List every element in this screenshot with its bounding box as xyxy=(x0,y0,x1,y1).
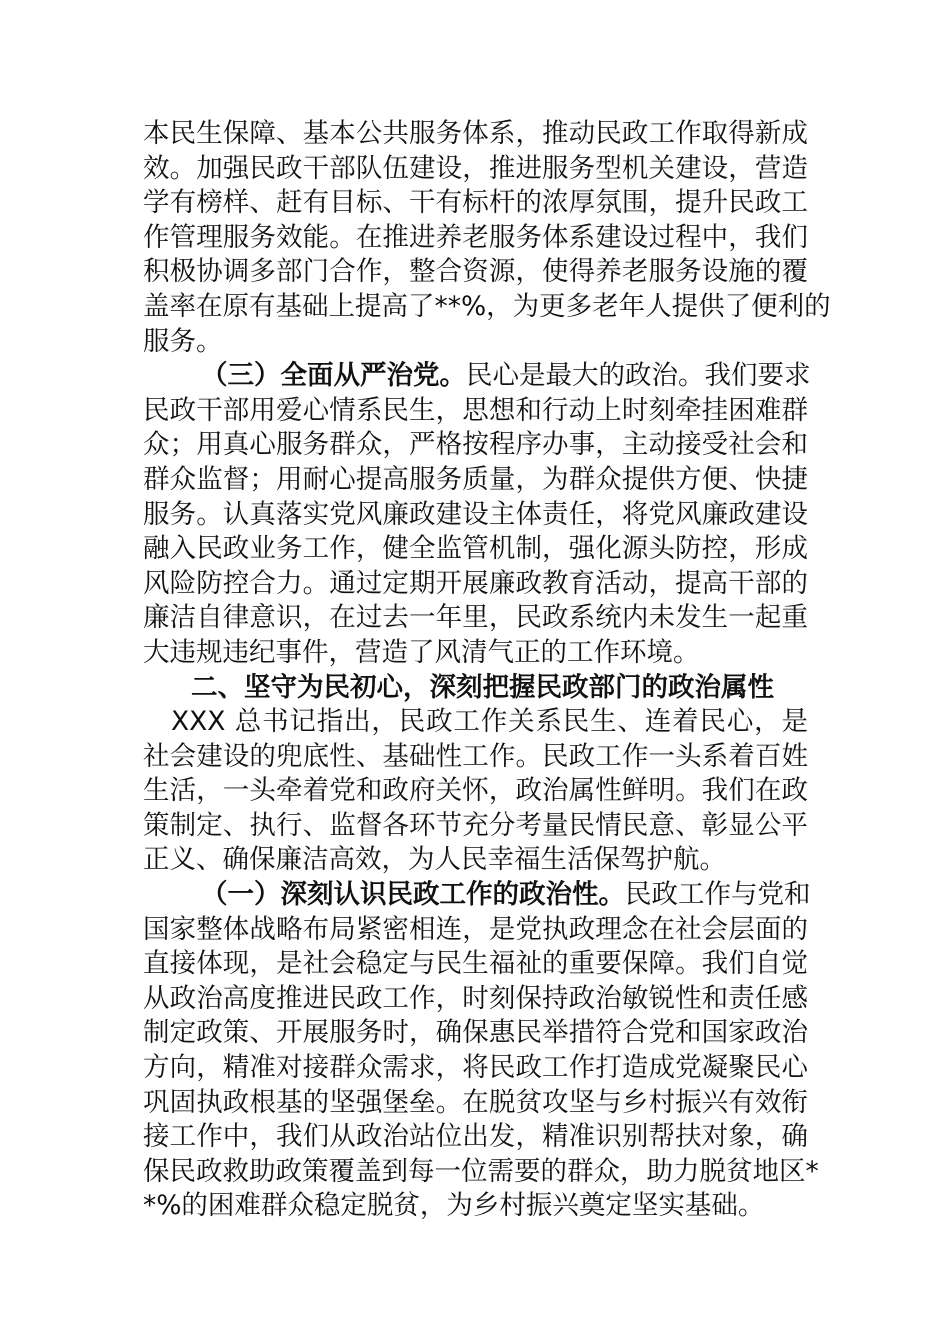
body-text: 策制定、执行、监督各环节充分考量民情民意、彰显公平 xyxy=(143,809,808,841)
text-line xyxy=(143,290,831,325)
body-text: 方向，精准对接群众需求，将民政工作打造成党凝聚民心 xyxy=(143,1052,808,1084)
body-text: 服务。认真落实党风廉政建设主体责任，将党风廉政建设 xyxy=(143,498,808,530)
body-text: 保民政救助政策覆盖到每一位需要的群众，助力脱贫地区* xyxy=(143,1155,819,1187)
body-text: 学有榜样、赶有目标、干有标杆的浓厚氛围，提升民政工 xyxy=(143,187,808,219)
body-text: 直接体现，是社会稳定与民生福祉的重要保障。我们自觉 xyxy=(143,948,808,980)
bold-heading-text: （三）全面从严治党。 xyxy=(201,360,466,392)
body-text: 生活，一头牵着党和政府关怀，政治属性鲜明。我们在政 xyxy=(143,775,808,807)
body-text: 本民生保障、基本公共服务体系，推动民政工作取得新成 xyxy=(143,118,808,149)
text-line xyxy=(143,394,808,429)
document-body xyxy=(143,117,831,1224)
text-line xyxy=(143,498,808,533)
text-line xyxy=(143,567,808,602)
body-text: 廉洁自律意识，在过去一年里，民政系统内未发生一起重 xyxy=(143,602,808,634)
body-text: 作管理服务效能。在推进养老服务体系建设过程中，我们 xyxy=(143,221,808,253)
body-text: 正义、确保廉洁高效，为人民幸福生活保驾护航。 xyxy=(143,844,726,876)
text-line xyxy=(143,636,808,671)
bold-heading-text: 二、坚守为民初心，深刻把握民政部门的政治属性 xyxy=(191,671,774,703)
text-line xyxy=(143,809,808,844)
body-text: 融入民政业务工作，健全监管机制，强化源头防控，形成 xyxy=(143,533,808,565)
text-line xyxy=(143,705,808,740)
text-line xyxy=(143,532,808,567)
body-text: 服务。 xyxy=(143,325,223,357)
text-line xyxy=(143,1120,808,1155)
body-text: *%的困难群众稳定脱贫，为乡村振兴奠定坚实基础。 xyxy=(143,1190,765,1222)
text-line xyxy=(143,982,808,1017)
body-text: 巩固执政根基的坚强堡垒。在脱贫攻坚与乡村振兴有效衔 xyxy=(143,1086,808,1118)
text-line xyxy=(143,152,808,187)
text-line xyxy=(143,774,808,809)
bold-heading-text: （一）深刻认识民政工作的政治性。 xyxy=(201,879,625,911)
body-text: 民政工作与党和 xyxy=(625,879,811,911)
text-line xyxy=(143,255,808,290)
body-text: 积极协调多部门合作，整合资源，使得养老服务设施的覆 xyxy=(143,256,808,288)
text-line xyxy=(143,117,808,152)
body-text: 民政干部用爱心情系民生，思想和行动上时刻牵挂困难群 xyxy=(143,394,808,426)
body-text: 风险防控合力。通过定期开展廉政教育活动，提高干部的 xyxy=(143,567,808,599)
body-text: XXX 总书记指出，民政工作关系民生、连着民心，是 xyxy=(171,706,808,738)
body-text: 盖率在原有基础上提高了**%，为更多老年人提供了便利的 xyxy=(143,290,831,322)
text-line xyxy=(143,1155,819,1190)
body-text: 接工作中，我们从政治站位出发，精准识别帮扶对象，确 xyxy=(143,1121,808,1153)
body-text: 从政治高度推进民政工作，时刻保持政治敏锐性和责任感 xyxy=(143,982,808,1014)
text-line xyxy=(143,1189,808,1224)
body-text: 民心是最大的政治。我们要求 xyxy=(466,360,811,392)
body-text: 国家整体战略布局紧密相连，是党执政理念在社会层面的 xyxy=(143,913,808,945)
text-line xyxy=(143,740,808,775)
body-text: 制定政策、开展服务时，确保惠民举措符合党和国家政治 xyxy=(143,1017,808,1049)
text-line xyxy=(143,843,808,878)
text-line xyxy=(143,186,808,221)
text-line xyxy=(143,221,808,256)
body-text: 众；用真心服务群众，严格按程序办事，主动接受社会和 xyxy=(143,429,808,461)
text-line xyxy=(143,947,808,982)
body-text: 社会建设的兜底性、基础性工作。民政工作一头系着百姓 xyxy=(143,740,808,772)
text-line xyxy=(143,913,808,948)
body-text: 群众监督；用耐心提高服务质量，为群众提供方便、快捷 xyxy=(143,463,808,495)
text-line xyxy=(143,463,808,498)
subsection-line xyxy=(143,878,811,913)
text-line xyxy=(143,601,808,636)
body-text: 效。加强民政干部队伍建设，推进服务型机关建设，营造 xyxy=(143,152,808,184)
text-line xyxy=(143,1051,808,1086)
subsection-line xyxy=(143,359,811,394)
text-line xyxy=(143,325,808,360)
text-line xyxy=(143,1016,808,1051)
text-line xyxy=(143,1086,808,1121)
body-text: 大违规违纪事件，营造了风清气正的工作环境。 xyxy=(143,636,700,668)
text-line xyxy=(143,428,808,463)
section-heading xyxy=(143,671,808,706)
